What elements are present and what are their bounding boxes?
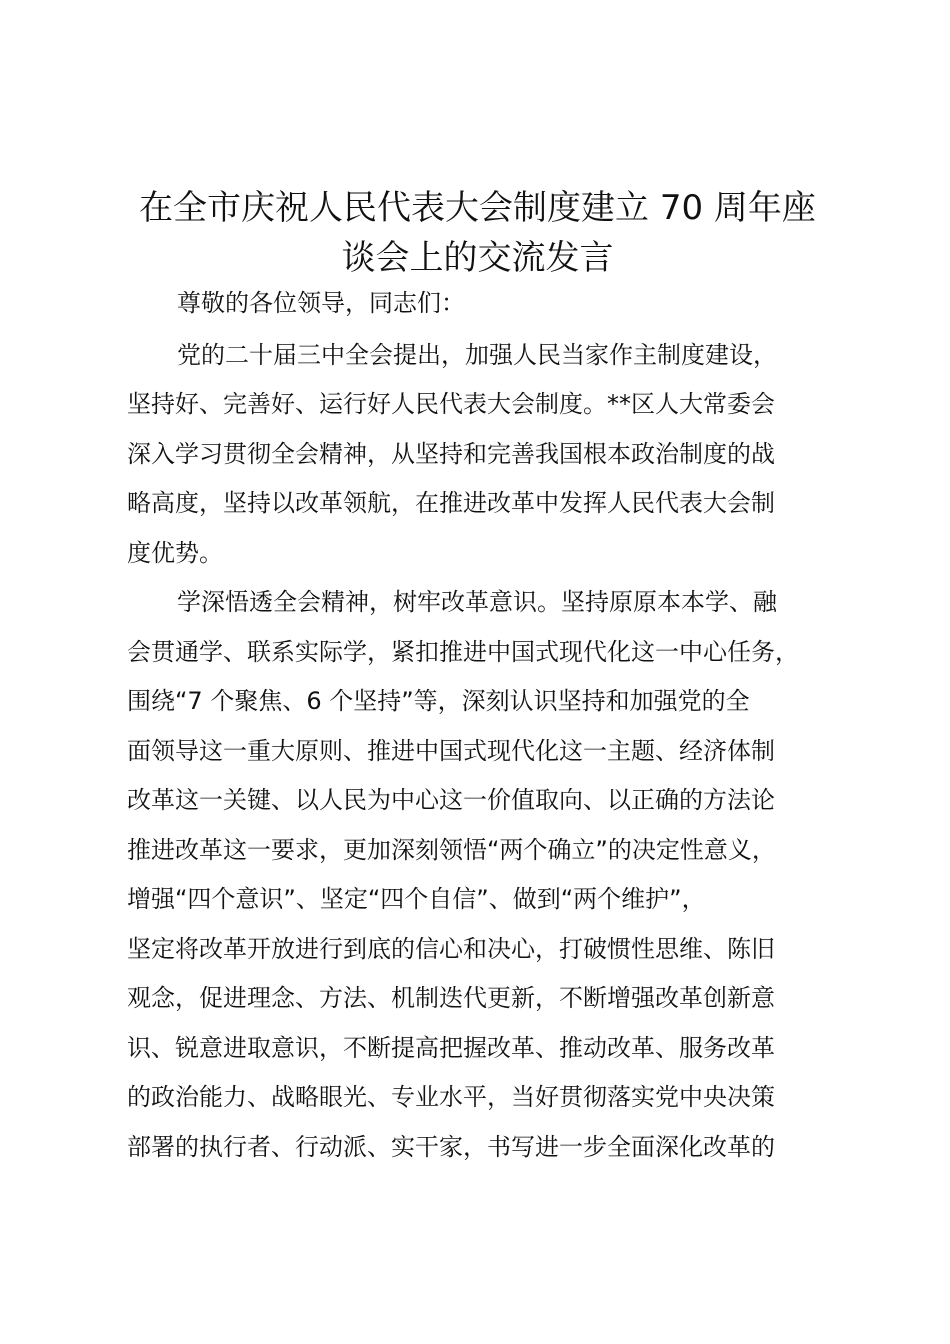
paragraph-line: 围绕“7 个聚焦、6 个坚持”等，深刻认识坚持和加强党的全 (127, 687, 750, 715)
paragraph-line: 部署的执行者、行动派、实干家，书写进一步全面深化改革的 (127, 1132, 775, 1161)
paragraph-line: 推进改革这一要求，更加深刻领悟“两个确立”的决定性意义， (127, 835, 776, 864)
paragraph-line: 学深悟透全会精神，树牢改革意识。坚持原原本本学、融 (177, 588, 777, 616)
paragraph-line: 党的二十届三中全会提出，加强人民当家作主制度建设， (177, 340, 777, 369)
paragraph-line: 增强“四个意识”、坚定“四个自信”、做到“两个维护”， (127, 885, 706, 913)
paragraph-line: 深入学习贯彻全会精神，从坚持和完善我国根本政治制度的战 (127, 439, 775, 468)
document-title (120, 183, 835, 283)
paragraph-line: 改革这一关键、以人民为中心这一价值取向、以正确的方法论 (127, 786, 775, 814)
salutation-text: 尊敬的各位领导，同志们： (177, 289, 465, 317)
paragraph-line: 识、锐意进取意识，不断提高把握改革、推动改革、服务改革 (127, 1033, 775, 1062)
paragraph-line: 会贯通学、联系实际学，紧扣推进中国式现代化这一中心任务， (127, 637, 799, 666)
salutation (127, 279, 857, 329)
title-line: 在全市庆祝人民代表大会制度建立 70 周年座 (139, 188, 816, 228)
document-body (127, 279, 857, 1172)
title-line: 谈会上的交流发言 (341, 238, 614, 278)
paragraph-line: 的政治能力、战略眼光、专业水平，当好贯彻落实党中央决策 (127, 1083, 775, 1111)
paragraph-line: 面领导这一重大原则、推进中国式现代化这一主题、经济体制 (127, 736, 775, 765)
paragraph-1 (127, 331, 857, 579)
paragraph-line: 坚持好、完善好、运行好人民代表大会制度。**区人大常委会 (127, 390, 775, 418)
paragraph-line: 度优势。 (127, 538, 223, 567)
paragraph-2 (127, 578, 857, 1172)
paragraph-line: 略高度，坚持以改革领航，在推进改革中发挥人民代表大会制 (127, 489, 775, 517)
paragraph-line: 观念，促进理念、方法、机制迭代更新，不断增强改革创新意 (127, 984, 775, 1012)
paragraph-line: 坚定将改革开放进行到底的信心和决心，打破惯性思维、陈旧 (127, 934, 775, 963)
